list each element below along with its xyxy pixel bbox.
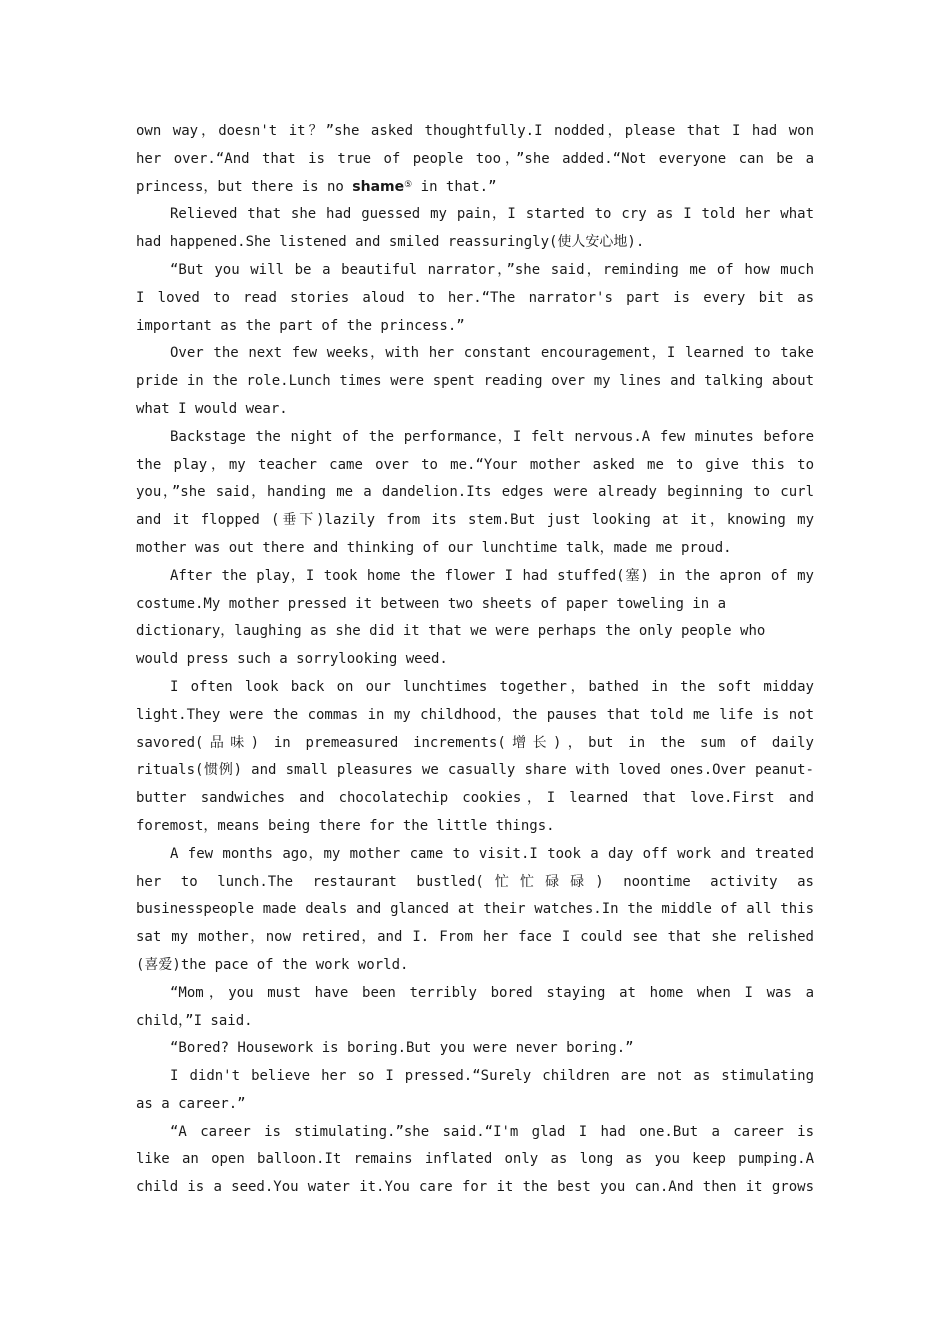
- line-text: I didn't believe her so I pressed.“Surely children are not as stimulating: [170, 1068, 814, 1085]
- line-text: “Mom，you must have been terribly bored staying at home when I was a: [170, 984, 814, 1001]
- paragraph: [136, 563, 814, 674]
- line-text: child，”I said.: [136, 1012, 253, 1029]
- text-line: [136, 591, 814, 619]
- line-text: had happened.She listened and smiled reassuringly(使人安心地).: [136, 234, 645, 251]
- text-line: [136, 118, 814, 146]
- paragraph: [136, 118, 814, 201]
- text-line: [136, 201, 814, 229]
- text-line: [136, 1174, 814, 1202]
- text-line: [136, 952, 814, 980]
- line-text: child is a seed.You water it.You care for it the best you can.And then it grows: [136, 1179, 814, 1196]
- text-line: [136, 1146, 814, 1174]
- text-line: [136, 285, 814, 313]
- text-line: [136, 174, 814, 202]
- footnote-mark: ⑤: [404, 179, 413, 190]
- paragraph: [136, 340, 814, 423]
- line-text: butter sandwiches and chocolatechip cookies，I learned that love.First and: [136, 790, 814, 807]
- line-text: I loved to read stories aloud to her.“The narrator's part is every bit as: [136, 289, 814, 306]
- text-line: [136, 980, 814, 1008]
- line-text: her over.“And that is true of people too，”she added.“Not everyone can be a: [136, 150, 814, 167]
- text-line: [136, 1035, 814, 1063]
- text-line: [136, 257, 814, 285]
- line-text: Relieved that she had guessed my pain，I started to cry as I told her what: [170, 206, 814, 223]
- line-text: her to lunch.The restaurant bustled(忙忙碌碌) noontime activity as: [136, 873, 814, 890]
- line-text: rituals(惯例) and small pleasures we casually share with loved ones.Over peanut-: [136, 762, 814, 779]
- text-line: [136, 424, 814, 452]
- text-line: [136, 730, 814, 758]
- paragraph: [136, 424, 814, 563]
- text-line: [136, 896, 814, 924]
- paragraph: [136, 1119, 814, 1202]
- line-text: like an open balloon.It remains inflated only as long as you keep pumping.A: [136, 1151, 814, 1168]
- paragraph: [136, 1063, 814, 1119]
- line-text: princess，but there is no: [136, 178, 353, 195]
- text-line: [136, 507, 814, 535]
- line-text: “A career is stimulating.”she said.“I'm glad I had one.But a career is: [170, 1123, 814, 1140]
- paragraph: [136, 201, 814, 257]
- text-line: [136, 674, 814, 702]
- text-line: [136, 1119, 814, 1147]
- line-text: Backstage the night of the performance，I felt nervous.A few minutes before: [170, 428, 814, 445]
- line-text: in that.”: [412, 178, 497, 195]
- text-line: [136, 785, 814, 813]
- text-line: [136, 841, 814, 869]
- text-line: [136, 924, 814, 952]
- line-text: After the play，I took home the flower I had stuffed(塞) in the apron of my: [170, 567, 814, 584]
- line-text: own way，doesn't it？”she asked thoughtfully.I nodded，please that I had won: [136, 123, 814, 139]
- line-text: and it flopped (垂下)lazily from its stem.But just looking at it，knowing my: [136, 512, 814, 529]
- vocab-word: shame: [352, 178, 405, 195]
- line-text: important as the part of the princess.”: [136, 317, 465, 334]
- paragraph: [136, 841, 814, 980]
- text-line: [136, 1091, 814, 1119]
- text-line: [136, 535, 814, 563]
- text-line: [136, 563, 814, 591]
- text-line: [136, 757, 814, 785]
- line-text: light.They were the commas in my childhood，the pauses that told me life is not: [136, 706, 814, 723]
- line-text: would press such a sorrylooking weed.: [136, 651, 448, 668]
- text-line: [136, 452, 814, 480]
- text-line: [136, 340, 814, 368]
- paragraph: [136, 674, 814, 841]
- text-line: [136, 368, 814, 396]
- document-page: [136, 118, 814, 1202]
- line-text: costume.My mother pressed it between two sheets of paper toweling in a: [136, 595, 727, 612]
- text-line: [136, 869, 814, 897]
- text-line: [136, 646, 814, 674]
- text-line: [136, 146, 814, 174]
- line-text: businesspeople made deals and glanced at their watches.In the middle of all this: [136, 901, 814, 918]
- text-line: [136, 229, 814, 257]
- text-line: [136, 1008, 814, 1036]
- text-line: [136, 1063, 814, 1091]
- paragraph: [136, 980, 814, 1036]
- line-text: “Bored? Housework is boring.But you were never boring.”: [170, 1040, 634, 1057]
- line-text: as a career.”: [136, 1095, 246, 1112]
- paragraph: [136, 257, 814, 340]
- text-line: [136, 313, 814, 341]
- text-line: [136, 479, 814, 507]
- paragraph: [136, 1035, 814, 1063]
- text-line: [136, 618, 814, 646]
- line-text: you，”she said，handing me a dandelion.Its edges were already beginning to curl: [136, 484, 814, 501]
- line-text: Over the next few weeks，with her constant encouragement，I learned to take: [170, 345, 814, 362]
- text-line: [136, 396, 814, 424]
- text-line: [136, 813, 814, 841]
- line-text: what I would wear.: [136, 400, 288, 417]
- line-text: dictionary，laughing as she did it that we were perhaps the only people who: [136, 623, 766, 640]
- line-text: the play，my teacher came over to me.“Your mother asked me to give this to: [136, 456, 814, 473]
- line-text: foremost，means being there for the little things.: [136, 817, 555, 834]
- line-text: “But you will be a beautiful narrator，”she said，reminding me of how much: [170, 261, 814, 278]
- line-text: sat my mother，now retired，and I. From her face I could see that she relished: [136, 929, 814, 946]
- line-text: pride in the role.Lunch times were spent reading over my lines and talking about: [136, 373, 814, 390]
- line-text: (喜爱)the pace of the work world.: [136, 956, 409, 973]
- line-text: savored(品味) in premeasured increments(增长)，but in the sum of daily: [136, 734, 814, 751]
- line-text: A few months ago，my mother came to visit.I took a day off work and treated: [170, 845, 814, 862]
- line-text: I often look back on our lunchtimes together，bathed in the soft midday: [170, 678, 814, 695]
- text-line: [136, 702, 814, 730]
- line-text: mother was out there and thinking of our lunchtime talk，made me proud.: [136, 539, 732, 556]
